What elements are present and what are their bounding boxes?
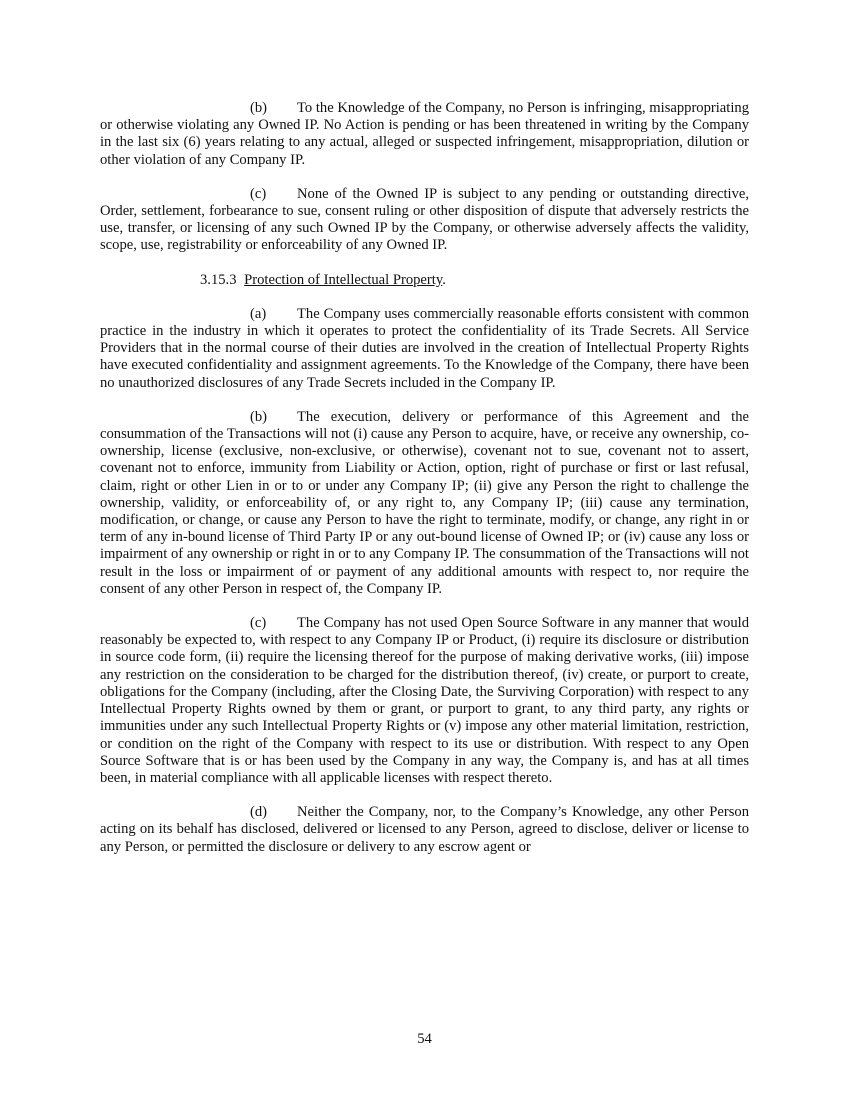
paragraph-text: Neither the Company, nor, to the Company’s Knowledge, any other Person acting on its behalf has disclosed, delivered or licensed to any Person, agreed to disclose, deliver or license to any Person, or permitted the disclosure or delivery to any escrow agent or bbox=[100, 804, 749, 855]
paragraph-text: The Company uses commercially reasonable efforts consistent with common practice in the industry in which it operates to protect the confidentiality of its Trade Secrets. All Service Providers that in the normal course of their duties are involved in the creation of Intellectual Property Rights have executed confidentiality and assignment agreements. To the Knowledge of the Company, there have been no unauthorized disclosures of any Trade Secrets included in the Company IP. bbox=[100, 305, 749, 391]
paragraph-text: None of the Owned IP is subject to any pending or outstanding directive, Order, settlement, forbearance to sue, consent ruling or other disposition of dispute that adversely restricts the use, transfer, or licensing of any such Owned IP by the Company, or otherwise adversely affects the validity, scope, use, registrability or enforceability of any Owned IP. bbox=[100, 185, 749, 254]
section-title-suffix: . bbox=[442, 271, 446, 288]
paragraph-d-disclosure bbox=[100, 804, 749, 856]
paragraph-c-open-source bbox=[100, 615, 749, 787]
paragraph-label: (c) bbox=[250, 615, 267, 632]
paragraph-b-transactions bbox=[100, 409, 749, 598]
paragraph-label: (b) bbox=[250, 408, 268, 425]
paragraph-a-trade-secrets bbox=[100, 306, 749, 392]
paragraph-text: The execution, delivery or performance of this Agreement and the consummation of the Transactions will not (i) cause any Person to acquire, have, or receive any ownership, co-ownership, license (exclusive, non-exclusive, or otherwise), covenant not to sue, covenant not to assert, covenant not to enforce, immunity from Liability or Action, option, right of purchase or first or last refusal, claim, right or other Lien in or to or under any Company IP; (ii) give any Person the right to challenge the ownership, validity, or enforceability of, or any right to, any Company IP; (iii) cause any termination, modification, or change, or cause any Person to have the right to terminate, modify, or change, any right in or term of any in-bound license of Third Party IP or any out-bound license of Owned IP; or (iv) cause any loss or impairment of any ownership or right in or to any Company IP. The consummation of the Transactions will not result in the loss or impairment of or payment of any additional amounts with respect to, nor require the consent of any other Person in respect of, the Company IP. bbox=[100, 408, 749, 597]
page-number: 54 bbox=[417, 1031, 432, 1047]
paragraph-b-knowledge bbox=[100, 100, 749, 169]
paragraph-text: The Company has not used Open Source Software in any manner that would reasonably be expected to, with respect to any Company IP or Product, (i) require its disclosure or distribution in source code form, (ii) require the licensing thereof for the purpose of making derivative works, (iii) impose any restriction on the consideration to be charged for the distribution thereof, (iv) create, or purport to create, obligations for the Company (including, after the Closing Date, the Surviving Corporation) with respect to any Intellectual Property Rights owned by them or grant, or purport to grant, to any third party, any rights or immunities under any such Intellectual Property Rights or (v) impose any other material limitation, restriction, or condition on the right of the Company with respect to its use or distribution. With respect to any Open Source Software that is or has been used by the Company in any way, the Company is, and has at all times been, in material compliance with all applicable licenses with respect thereto. bbox=[100, 615, 749, 786]
paragraph-text: To the Knowledge of the Company, no Person is infringing, misappropriating or otherwise violating any Owned IP. No Action is pending or has been threatened in writing by the Company in the last six (6) years relating to any actual, alleged or suspected infringement, misappropriation, dilution or other violation of any Company IP. bbox=[100, 100, 749, 168]
document-page bbox=[100, 100, 749, 873]
paragraph-label: (d) bbox=[250, 804, 268, 821]
paragraph-label: (b) bbox=[250, 100, 268, 116]
section-heading bbox=[200, 272, 749, 289]
paragraph-label: (a) bbox=[250, 305, 267, 322]
paragraph-label: (c) bbox=[250, 185, 267, 202]
section-title: Protection of Intellectual Property bbox=[244, 271, 443, 288]
section-number: 3.15.3 bbox=[200, 271, 237, 288]
paragraph-c-owned-ip bbox=[100, 186, 749, 255]
